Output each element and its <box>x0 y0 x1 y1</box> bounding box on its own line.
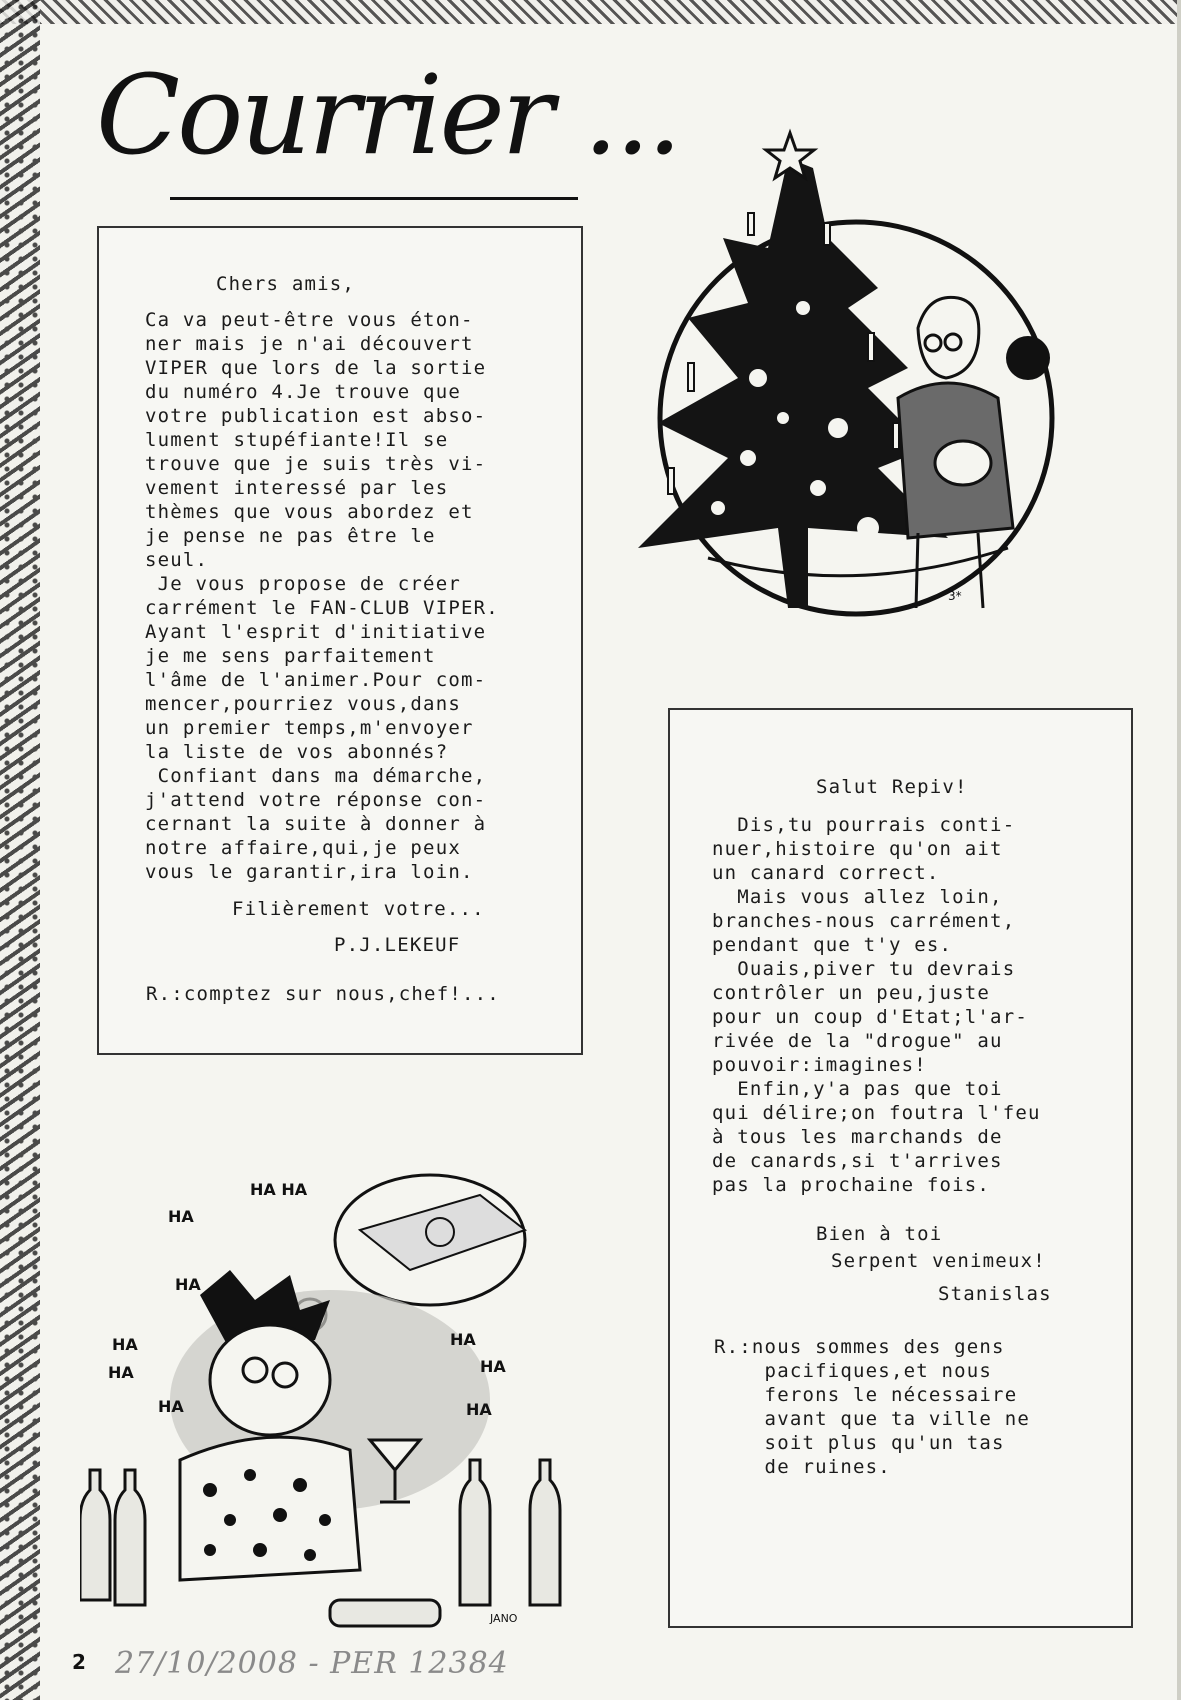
decorative-left-border <box>0 0 40 1700</box>
laugh-text: HA <box>108 1363 134 1382</box>
page-number: 2 <box>72 1650 86 1674</box>
laugh-text: HA <box>168 1207 194 1226</box>
illustration-signature: 3* <box>948 589 962 603</box>
laugh-text: HA <box>175 1275 201 1294</box>
letter-closing: Serpent venimeux! <box>831 1250 1046 1272</box>
letter-body: Ca va peut-être vous éton- ner mais je n'ai découvert VIPER que lors de la sortie du numéro 4.Je trouve que votre publication est abso- lument stupéfiante!Il se trouve que je suis très vi- vement interessé par les thèmes que vous abordez et je pense ne pas être le seul. Je vous propose de créer carrément le FAN-CLUB VIPER. Ayant l'esprit d'initiative je me sens parfaitement l'âme de l'animer.Pour com- mencer,pourriez vous,dans un premier temps,m'envoyer la liste de vos abonnés? Confiant dans ma démarche, j'attend votre réponse con- cernant la suite à donner à notre affaire,qui,je peux vous le garantir,ira loin. <box>145 309 499 883</box>
laugh-text: HA HA <box>250 1180 308 1199</box>
letter-signature: Stanislas <box>938 1283 1052 1305</box>
letter-closing: Bien à toi <box>816 1223 943 1245</box>
letter-closing: Filièrement votre... <box>232 898 485 920</box>
decorative-top-border <box>0 0 1181 24</box>
title-underline <box>170 197 578 200</box>
editor-reply: R.:comptez sur nous,chef!... <box>146 983 500 1005</box>
letter-greeting: Salut Repiv! <box>816 776 968 798</box>
handwritten-archive-note: 27/10/2008 - PER 12384 <box>115 1646 509 1681</box>
laugh-text: HA <box>466 1400 492 1419</box>
illustration-signature: JANO <box>490 1612 518 1625</box>
editor-reply: R.:nous sommes des gens pacifiques,et nous ferons le nécessaire avant que ta ville ne soit plus qu'un tas de ruines. <box>714 1336 1030 1478</box>
laugh-text: HA <box>480 1357 506 1376</box>
page-edge <box>1177 0 1181 1700</box>
letter-greeting: Chers amis, <box>216 273 356 295</box>
letter-body: Dis,tu pourrais conti- nuer,histoire qu'on ait un canard correct. Mais vous allez loin, branches-nous carrément, pendant que t'y es. Ouais,piver tu devrais contrôler un peu,juste pour un coup d'Etat;l'ar- rivée de la "drogue" au pouvoir:imagines! Enfin,y'a pas que toi qui délire;on foutra l'feu à tous les marchands de de canards,si t'arrives pas la prochaine fois. <box>712 814 1041 1196</box>
laughing-woman-illustration <box>80 1150 640 1630</box>
laugh-text: HA <box>450 1330 476 1349</box>
page-title: Courrier ... <box>96 51 680 179</box>
laugh-text: HA <box>112 1335 138 1354</box>
letter-signature: P.J.LEKEUF <box>334 934 461 956</box>
christmas-tree-illustration <box>628 128 1058 628</box>
laugh-text: HA <box>158 1397 184 1416</box>
